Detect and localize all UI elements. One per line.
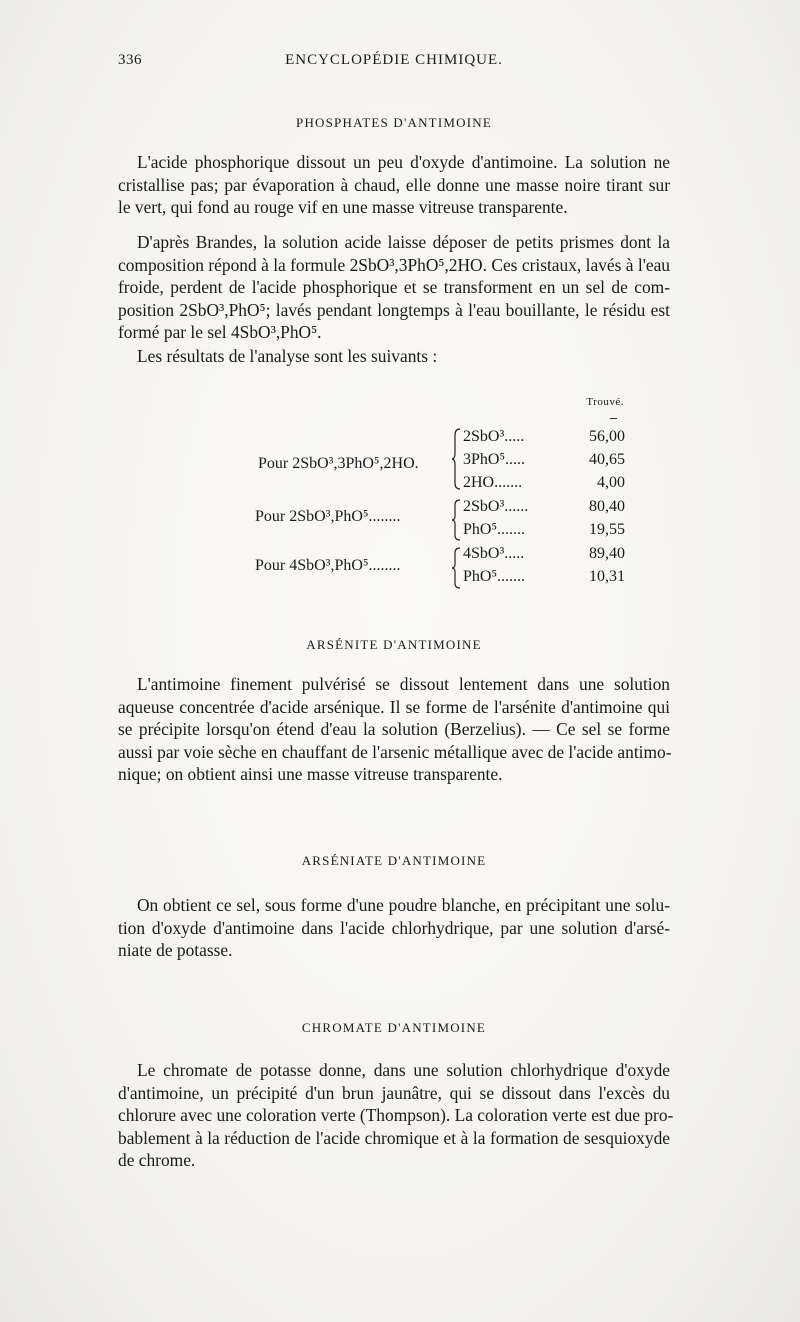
paragraph-phosphates-2 (118, 231, 670, 344)
text-line: D'après Brandes, la solution acide laisse déposer de petits prismes dont la (137, 232, 670, 252)
brace-icon (452, 427, 462, 491)
running-title: ENCYCLOPÉDIE CHIMIQUE. (285, 52, 503, 68)
text-line: cristallise pas; par évaporation à chaud, elle donne une masse noire tirant sur (118, 174, 670, 195)
brace-icon (452, 498, 462, 542)
text-line: Le chromate de potasse donne, dans une solution chlorhydrique d'oxyde (137, 1060, 670, 1080)
table-component: 2HO....... (463, 474, 523, 491)
text-line: de chrome. (118, 1150, 196, 1170)
table-group-label: Pour 2SbO³,3PhO⁵,2HO. (258, 455, 419, 472)
table-component: 4SbO³..... (463, 545, 525, 562)
page-number: 336 (118, 52, 142, 68)
paragraph-phosphates-1 (118, 151, 670, 219)
text-line: nique; on obtient ainsi une masse vitreuse transparente. (118, 764, 503, 784)
text-line: aqueuse concentrée d'acide arsénique. Il se forme de l'arsénite d'antimoine qui (118, 696, 670, 717)
table-value: 80,40 (589, 498, 625, 515)
table-value: 40,65 (589, 451, 625, 468)
table-column-header: Trouvé. (586, 396, 624, 408)
table-value: 89,40 (589, 545, 625, 562)
table-value: 19,55 (589, 521, 625, 538)
paragraph-chromate (118, 1059, 674, 1172)
section-title-arsenite: ARSÉNITE D'ANTIMOINE (306, 637, 482, 652)
paragraph-arseniate (118, 894, 670, 962)
paragraph-arsenite (118, 673, 670, 786)
table-component: PhO⁵....... (463, 521, 526, 538)
table-component: 2SbO³...... (463, 498, 529, 515)
table-value: 56,00 (589, 428, 625, 445)
text-line: position 2SbO³,PhO⁵; lavés pendant longtemps à l'eau bouillante, le résidu est (118, 299, 670, 320)
text-line: L'antimoine finement pulvérisé se dissout lentement dans une solution (137, 674, 670, 694)
text-line: niate de potasse. (118, 940, 233, 960)
table-component: 3PhO⁵..... (463, 451, 526, 468)
text-line: tion d'oxyde d'antimoine dans l'acide chlorhydrique, par une solution d'arsé- (118, 917, 670, 938)
table-header-rule (610, 418, 617, 419)
table-component: 2SbO³..... (463, 428, 525, 445)
table-group-label: Pour 4SbO³,PhO⁵........ (255, 557, 401, 574)
text-line: chlorure avec une coloration verte (Thompson). La coloration verte est due pro- (118, 1105, 674, 1125)
section-title-phosphates: PHOSPHATES D'ANTIMOINE (296, 115, 492, 130)
text-line: formé par le sel 4SbO³,PhO⁵. (118, 322, 322, 342)
table-value: 4,00 (597, 474, 625, 491)
text-line: aussi par voie sèche en chauffant de l'arsenic métallique avec de l'acide antimo- (118, 741, 672, 762)
text-line: le vert, qui fond au rouge vif en une masse vitreuse transparente. (118, 197, 568, 217)
brace-icon (452, 546, 462, 590)
text-line: composition répond à la formule 2SbO³,3PhO⁵,2HO. Ces cristaux, lavés à l'eau (118, 254, 670, 275)
text-line: On obtient ce sel, sous forme d'une poudre blanche, en précipitant une solu- (137, 895, 670, 915)
text-line: bablement à la réduction de l'acide chromique et à la formation de sesquioxyde (118, 1127, 670, 1148)
table-component: PhO⁵....... (463, 568, 526, 585)
table-value: 10,31 (589, 568, 625, 585)
table-group-label: Pour 2SbO³,PhO⁵........ (255, 508, 401, 525)
text-line: Les résultats de l'analyse sont les suivants : (137, 346, 438, 366)
text-line: L'acide phosphorique dissout un peu d'oxyde d'antimoine. La solution ne (137, 152, 670, 172)
text-line: se précipite lorsqu'on étend d'eau la solution (Berzelius). — Ce sel se forme (118, 719, 670, 739)
section-title-chromate: CHROMATE D'ANTIMOINE (301, 1020, 487, 1035)
section-title-arseniate: ARSÉNIATE D'ANTIMOINE (301, 853, 487, 868)
text-line: d'antimoine, un précipité d'un brun jaunâtre, qui se dissout dans l'excès du (118, 1082, 670, 1103)
paragraph-phosphates-3 (118, 345, 670, 368)
text-line: froide, perdent de l'acide phosphorique et se transforment en un sel de com- (118, 277, 670, 297)
